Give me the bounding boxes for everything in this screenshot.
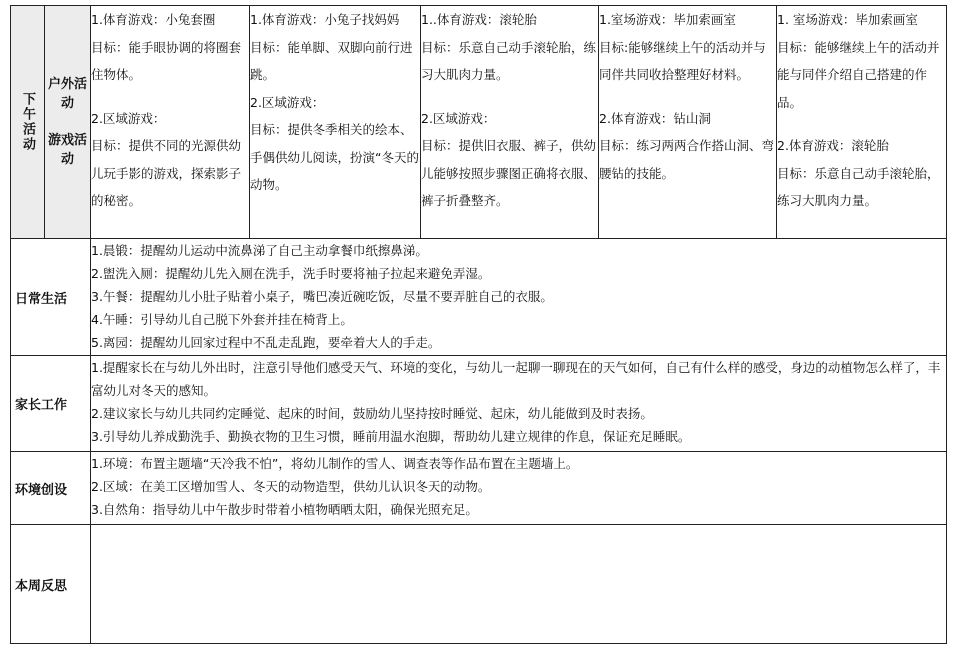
day-2-activity-2-title: 2.区域游戏：	[250, 94, 325, 110]
afternoon-row	[11, 6, 947, 239]
day-5-activity-1-goal: 目标：能够继续上午的活动并能与同伴介绍自己搭建的作品。	[777, 39, 940, 110]
day-3-activity-2-goal: 目标：提供旧衣服、裤子，供幼儿能够按照步骤图正确将衣服、裤子折叠整齐。	[421, 138, 597, 208]
game-activity-label: 游戏活动	[47, 133, 87, 167]
day-3-cell	[421, 6, 599, 239]
day-2-activity-1-title: 1.体育游戏：小兔子找妈妈	[250, 12, 400, 27]
day-5-activity-2-title: 2.体育游戏：滚轮胎	[777, 138, 889, 153]
day-4-cell	[599, 6, 777, 239]
parents-row	[11, 356, 947, 452]
reflection-label: 本周反思	[11, 525, 91, 644]
weekly-plan-table	[10, 5, 947, 644]
environment-item: 1.环境：布置主题墙“天冷我不怕”，将幼儿制作的雪人、调查表等作品布置在主题墙上。	[91, 456, 579, 471]
day-4-activity-1-title: 1.室场游戏：毕加索画室	[599, 12, 736, 27]
daily-life-label: 日常生活	[11, 239, 91, 356]
daily-life-item: 3.午餐：提醒幼儿小肚子贴着小桌子，嘴巴凑近碗吃饭，尽量不要弄脏自己的衣服。	[91, 289, 553, 304]
day-5-cell	[777, 6, 947, 239]
environment-row	[11, 452, 947, 525]
day-3-activity-1-title: 1..体育游戏：滚轮胎	[421, 12, 537, 27]
environment-item: 2.区域：在美工区增加雪人、冬天的动物造型，供幼儿认识冬天的动物。	[91, 479, 491, 494]
day-2-activity-2-goal: 目标：提供冬季相关的绘本、手偶供幼儿阅读，扮演“冬天的动物。	[250, 122, 419, 192]
day-1-activity-2-goal: 目标：提供不同的光源供幼儿玩手影的游戏，探索影子的秘密。	[91, 138, 242, 208]
parents-item: 3.引导幼儿养成勤洗手、勤换衣物的卫生习惯，睡前用温水泡脚，帮助幼儿建立规律的作息，保证充足睡眠。	[91, 429, 691, 444]
day-1-cell	[91, 6, 250, 239]
day-2-activity-1-goal: 目标：能单脚、双脚向前行进跳。	[250, 39, 413, 82]
day-1-activity-1-title: 1.体育游戏：小兔套圈	[91, 12, 216, 27]
day-4-activity-1-goal: 目标:能够继续上午的活动并与同伴共同收拾整理好材料。	[599, 39, 766, 82]
daily-life-item: 1.晨锻：提醒幼儿运动中流鼻涕了自己主动拿餐巾纸擦鼻涕。	[91, 243, 428, 258]
daily-life-content	[91, 239, 947, 356]
afternoon-label: 下午活动	[20, 92, 35, 152]
reflection-content[interactable]	[91, 525, 947, 644]
afternoon-sublabel-cell	[45, 6, 91, 239]
environment-item: 3.自然角：指导幼儿中午散步时带着小植物晒晒太阳，确保光照充足。	[91, 502, 478, 517]
day-3-activity-1-goal: 目标：乐意自己动手滚轮胎，练习大肌肉力量。	[421, 39, 597, 82]
day-1-activity-2-title: 2.区域游戏：	[91, 110, 166, 126]
environment-content	[91, 452, 947, 525]
outdoor-activity-label: 户外活动	[47, 77, 87, 111]
parents-item: 2.建议家长与幼儿共同约定睡觉、起床的时间，鼓励幼儿坚持按时睡觉、起床，幼儿能做到及时表扬。	[91, 406, 653, 421]
day-4-activity-2-title: 2.体育游戏：钻山洞	[599, 110, 711, 126]
reflection-row	[11, 525, 947, 644]
day-3-activity-2-title: 2.区域游戏：	[421, 110, 496, 126]
parents-content	[91, 356, 947, 452]
day-5-activity-2-goal: 目标：乐意自己动手滚轮胎，练习大肌肉力量。	[777, 165, 940, 208]
daily-life-row	[11, 239, 947, 356]
parents-item: 1.提醒家长在与幼儿外出时，注意引导他们感受天气、环境的变化，与幼儿一起聊一聊现在的天气如何，自己有什么样的感受，身边的动植物怎么样了，丰富幼儿对冬天的感知。	[91, 360, 941, 398]
day-2-cell	[250, 6, 421, 239]
daily-life-item: 2.盥洗入厕：提醒幼儿先入厕在洗手，洗手时要将袖子拉起来避免弄湿。	[91, 266, 491, 281]
daily-life-item: 4.午睡：引导幼儿自己脱下外套并挂在椅背上。	[91, 312, 353, 327]
day-4-activity-2-goal: 目标：练习两两合作搭山洞、弯腰钻的技能。	[599, 138, 775, 181]
day-5-activity-1-title: 1. 室场游戏：毕加索画室	[777, 12, 918, 27]
afternoon-label-cell	[11, 6, 45, 239]
day-1-activity-1-goal: 目标：能手眼协调的将圈套住物体。	[91, 39, 242, 82]
environment-label: 环境创设	[11, 452, 91, 525]
daily-life-item: 5.离园：提醒幼儿回家过程中不乱走乱跑，要牵着大人的手走。	[91, 335, 441, 350]
parents-label: 家长工作	[11, 356, 91, 452]
